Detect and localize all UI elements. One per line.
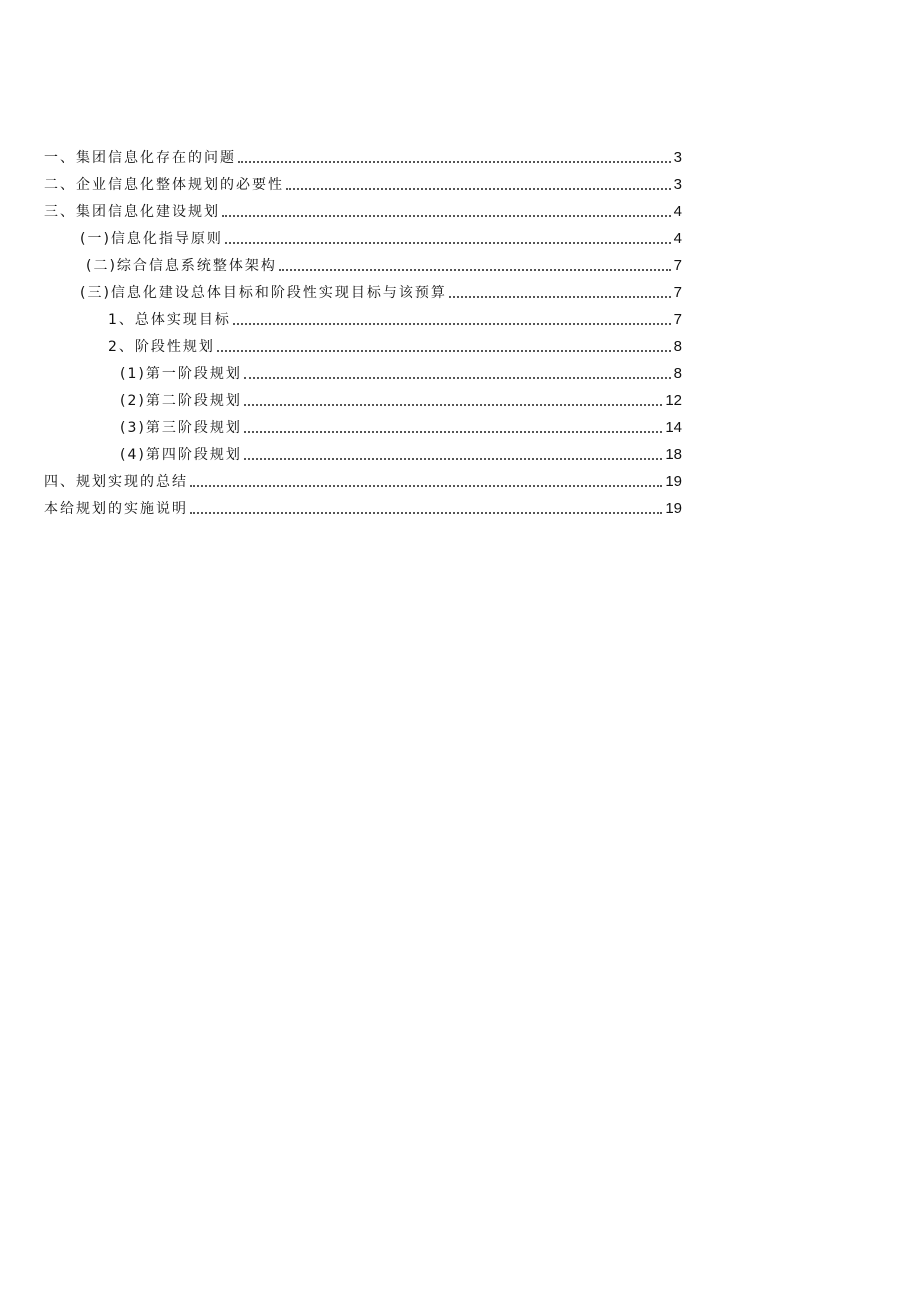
toc-entry[interactable] <box>120 359 682 383</box>
toc-entry-page: 19 <box>665 473 682 490</box>
dot-leader <box>244 431 662 433</box>
dot-leader <box>279 269 671 271</box>
toc-entry-page: 3 <box>673 176 682 193</box>
toc-entry-title: (一)信息化指导原则 <box>80 231 223 247</box>
toc-entry-title: 二、企业信息化整体规划的必要性 <box>44 177 284 193</box>
toc-entry-title: 本给规划的实施说明 <box>44 501 188 517</box>
toc-entry-page: 7 <box>673 311 682 328</box>
dot-leader <box>222 215 671 217</box>
dot-leader <box>217 350 671 352</box>
toc-entry[interactable] <box>44 494 682 518</box>
toc-entry-page: 3 <box>673 149 682 166</box>
toc-entry[interactable] <box>120 440 682 464</box>
toc-entry-title: 2、阶段性规划 <box>108 339 215 355</box>
dot-leader <box>190 512 662 514</box>
dot-leader <box>233 323 671 325</box>
dot-leader <box>244 377 671 379</box>
dot-leader <box>244 404 662 406</box>
toc-entry[interactable] <box>120 413 682 437</box>
toc-entry-title: 一、集团信息化存在的问题 <box>44 150 236 166</box>
toc-entry-page: 4 <box>673 230 682 247</box>
dot-leader <box>244 458 662 460</box>
toc-entry-page: 8 <box>673 338 682 355</box>
toc-entry-title: 1、总体实现目标 <box>108 312 231 328</box>
toc-entry-title: 三、集团信息化建设规划 <box>44 204 220 220</box>
dot-leader <box>225 242 671 244</box>
toc-entry-page: 12 <box>665 392 682 409</box>
toc-entry-page: 7 <box>673 257 682 274</box>
toc-entry-title: (二)综合信息系统整体架构 <box>86 258 277 274</box>
toc-entry-title: (1)第一阶段规划 <box>120 366 242 382</box>
toc-entry[interactable] <box>108 305 682 329</box>
dot-leader <box>286 188 671 190</box>
toc-entry[interactable] <box>86 251 682 275</box>
toc-entry-title: (三)信息化建设总体目标和阶段性实现目标与该预算 <box>80 285 447 301</box>
toc-entry[interactable] <box>80 278 682 302</box>
toc-entry-page: 8 <box>673 365 682 382</box>
toc-entry[interactable] <box>44 467 682 491</box>
toc-entry[interactable] <box>108 332 682 356</box>
toc-entry-title: (4)第四阶段规划 <box>120 447 242 463</box>
toc-entry-page: 19 <box>665 500 682 517</box>
toc-entry[interactable] <box>80 224 682 248</box>
toc-entry-title: 四、规划实现的总结 <box>44 474 188 490</box>
dot-leader <box>238 161 671 163</box>
toc-entry-page: 4 <box>673 203 682 220</box>
dot-leader <box>449 296 671 298</box>
toc-entry-page: 7 <box>673 284 682 301</box>
toc-entry[interactable] <box>44 143 682 167</box>
toc-entry-title: (2)第二阶段规划 <box>120 393 242 409</box>
toc-entry-page: 14 <box>665 419 682 436</box>
dot-leader <box>190 485 662 487</box>
toc-entry[interactable] <box>44 197 682 221</box>
toc-entry[interactable] <box>44 170 682 194</box>
toc-entry-title: (3)第三阶段规划 <box>120 420 242 436</box>
toc-entry[interactable] <box>120 386 682 410</box>
toc-entry-page: 18 <box>665 446 682 463</box>
